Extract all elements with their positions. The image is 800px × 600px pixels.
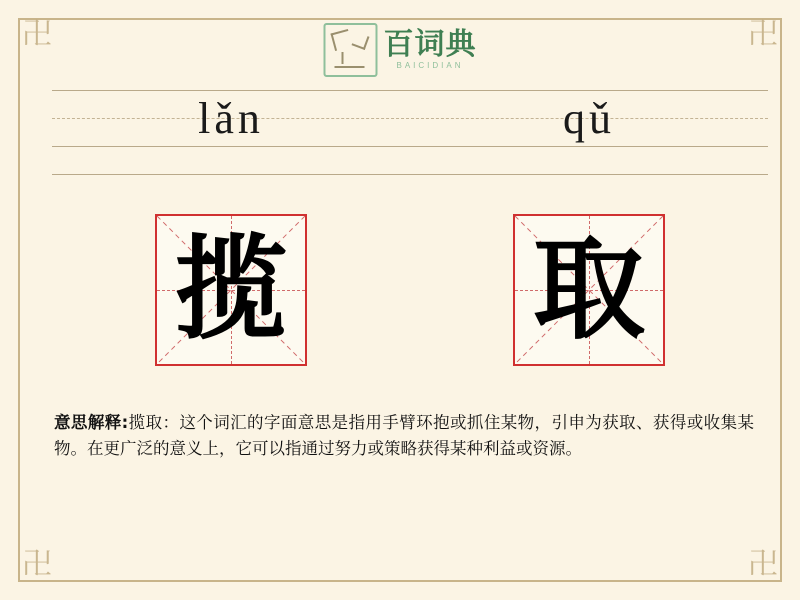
character-cell	[52, 210, 410, 370]
pinyin-row	[52, 90, 768, 147]
tianzige-grid	[155, 214, 307, 366]
character-cell	[410, 210, 768, 370]
explanation-block	[54, 410, 754, 462]
explanation-label: 意思解释:	[54, 413, 129, 432]
hanzi-character: 揽	[175, 225, 287, 355]
hanzi-character: 取	[533, 225, 645, 355]
corner-ornament-top-left: 卍	[22, 18, 52, 51]
brand-name-en: BAICIDIAN	[396, 61, 464, 70]
pinyin-syllable: lǎn	[198, 94, 264, 143]
dictionary-logo-icon	[324, 23, 378, 77]
corner-ornament-bottom-left: 卍	[22, 548, 52, 581]
brand-name-cn: 百词典	[383, 27, 477, 62]
pinyin-syllable: qǔ	[563, 94, 615, 143]
corner-ornament-bottom-right: 卍	[748, 548, 778, 581]
brand-logo[interactable]	[324, 22, 477, 78]
tianzige-grid	[513, 214, 665, 366]
corner-ornament-top-right: 卍	[748, 18, 778, 51]
brand-text	[384, 29, 477, 71]
character-row	[52, 210, 768, 370]
explanation-text: 揽取：这个词汇的字面意思是指用手臂环抱或抓住某物，引申为获取、获得或收集某物。在更广泛的意义上，它可以指通过努力或策略获得某种利益或资源。	[54, 413, 754, 458]
